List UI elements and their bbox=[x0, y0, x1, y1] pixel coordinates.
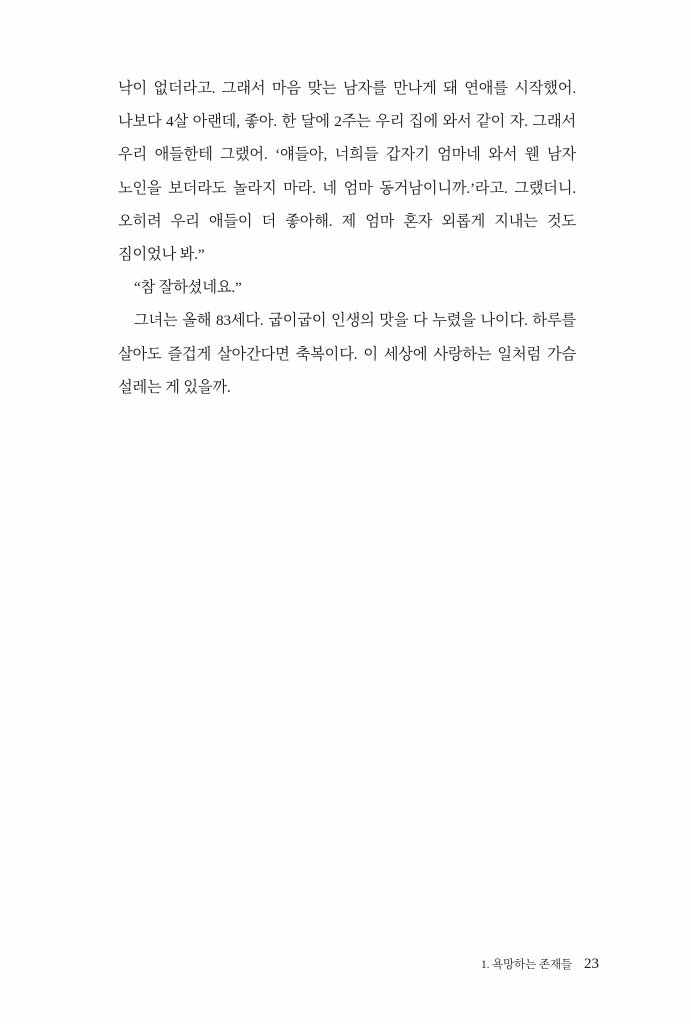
paragraph: “참 잘하셨네요.” bbox=[134, 279, 242, 297]
page-number: 23 bbox=[584, 956, 599, 972]
paragraph: 낙이 없더라고. 그래서 마음 맞는 남자를 만나게 돼 연애를 시작했어. 나보다 4살 아랜데, 좋아. 한 달에 2주는 우리 집에 와서 같이 자. 그래서 우리 애들한테 그랬어. ‘얘들아, 너희들 갑자기 엄마네 와서 웬 남자 노인을 보더라도 놀라지 마라. 네 엄마 동거남이니까.’라고. 그랬더니. 오히려 우리 애들이 더 좋아해. 제 엄마 혼자 외롭게 지내는 것도 짐이었나 봐.” bbox=[118, 80, 576, 264]
running-title: 1. 욕망하는 존재들 bbox=[480, 959, 572, 971]
body-text-block bbox=[118, 72, 576, 404]
paragraph: 그녀는 올해 83세다. 굽이굽이 인생의 맛을 다 누렸을 나이다. 하루를 살아도 즐겁게 살아간다면 축복이다. 이 세상에 사랑하는 일처럼 가슴 설레는 게 있을까. bbox=[118, 312, 576, 396]
page-footer bbox=[118, 956, 599, 976]
